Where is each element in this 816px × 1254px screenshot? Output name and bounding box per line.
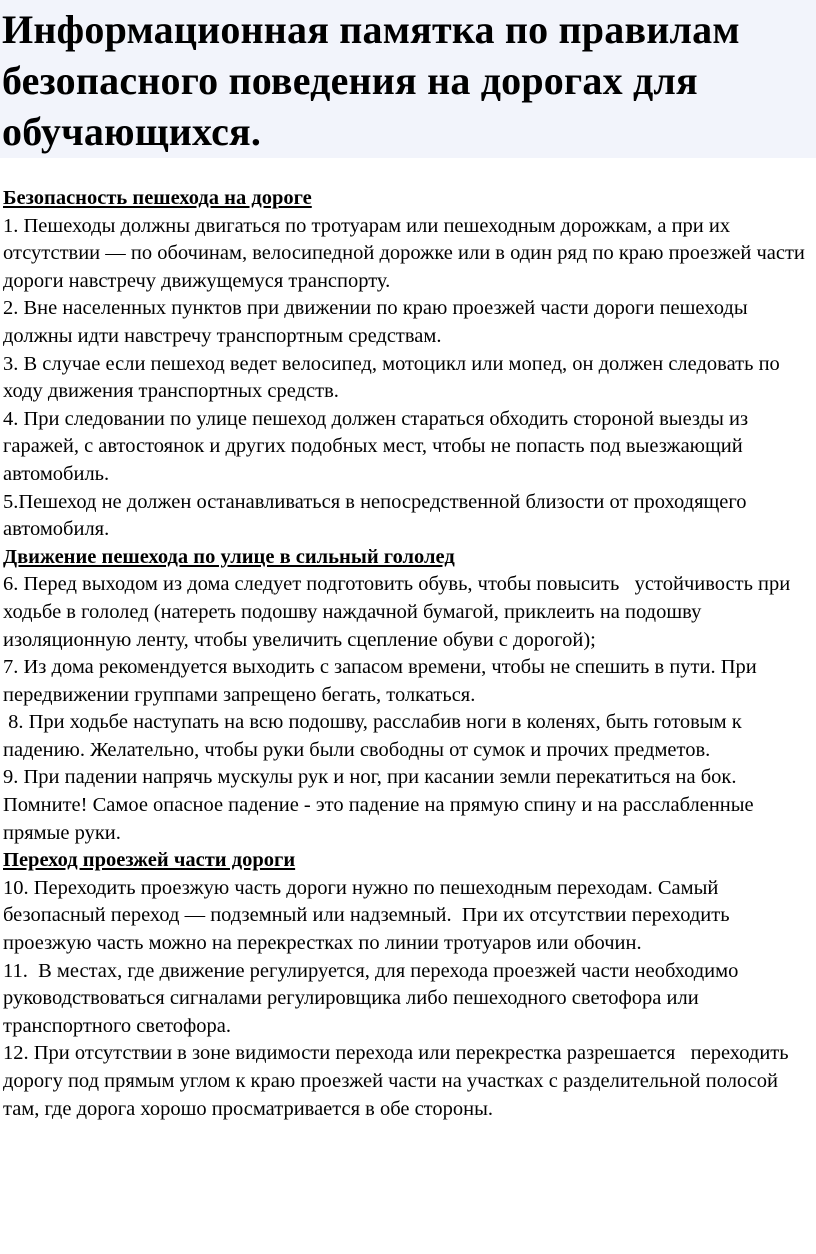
list-item: 12. При отсутствии в зоне видимости перехода или перекрестка разрешается переходить дорогу под прямым углом к краю проезжей части на участках с разделительной полосой там, где дорога хорошо просматривается в обе стороны. <box>3 1042 794 1120</box>
list-item: 10. Переходить проезжую часть дороги нужно по пешеходным переходам. Самый безопасный переход — подземный или надземный. При их отсутствии переходить проезжую часть можно на перекрестках по линии тротуаров или обочин. <box>3 876 735 955</box>
list-item: 11. В местах, где движение регулируется, для перехода проезжей части необходимо руководствоваться сигналами регулировщика либо пешеходного светофора или транспортного светофора. <box>3 959 754 1037</box>
document-title: Информационная памятка по правилам безопасного поведения на дорогах для обучающихся. <box>2 7 740 154</box>
list-item: 8. При ходьбе наступать на всю подошву, расслабив ноги в коленях, быть готовым к падению. Желательно, чтобы руки были свободны от сумок и прочих предметов. <box>3 711 747 761</box>
list-item: 4. При следовании по улице пешеход должен стараться обходить стороной выезды из гаражей, с автостоянок и других подобных мест, чтобы не попасть под выезжающий автомобиль. <box>3 407 754 485</box>
list-item: 9. При падении напрячь мускулы рук и ног, при касании земли перекатиться на бок. Помните! Самое опасное падение - это падение на прямую спину и на расслабленные прямые руки. <box>3 766 759 844</box>
document-body <box>3 185 815 1123</box>
list-item: 3. В случае если пешеход ведет велосипед, мотоцикл или мопед, он должен следовать по ходу движения транспортных средств. <box>3 352 785 403</box>
list-item: 2. Вне населенных пунктов при движении по краю проезжей части дороги пешеходы должны идти навстречу транспортным средствам. <box>3 297 753 347</box>
list-item: 5.Пешеход не должен останавливаться в непосредственной близости от проходящего автомобиля. <box>3 490 752 541</box>
section-heading: Движение пешехода по улице в сильный гололед <box>3 545 455 568</box>
section-heading: Переход проезжей части дороги <box>3 849 296 872</box>
section-heading: Безопасность пешехода на дороге <box>3 187 312 209</box>
list-item: 1. Пешеходы должны двигаться по тротуарам или пешеходным дорожкам, а при их отсутствии — по обочинам, велосипедной дорожке или в один ряд по краю проезжей части дороги навстречу движущемуся транспорту. <box>3 214 811 292</box>
list-item: 7. Из дома рекомендуется выходить с запасом времени, чтобы не спешить в пути. При передвижении группами запрещено бегать, толкаться. <box>3 656 762 706</box>
list-item: 6. Перед выходом из дома следует подготовить обувь, чтобы повысить устойчивость при ходьбе в гололед (натереть подошву наждачной бумагой, приклеить на подошву изоляционную ленту, чтобы увеличить сцепление обуви с дорогой); <box>3 573 796 651</box>
